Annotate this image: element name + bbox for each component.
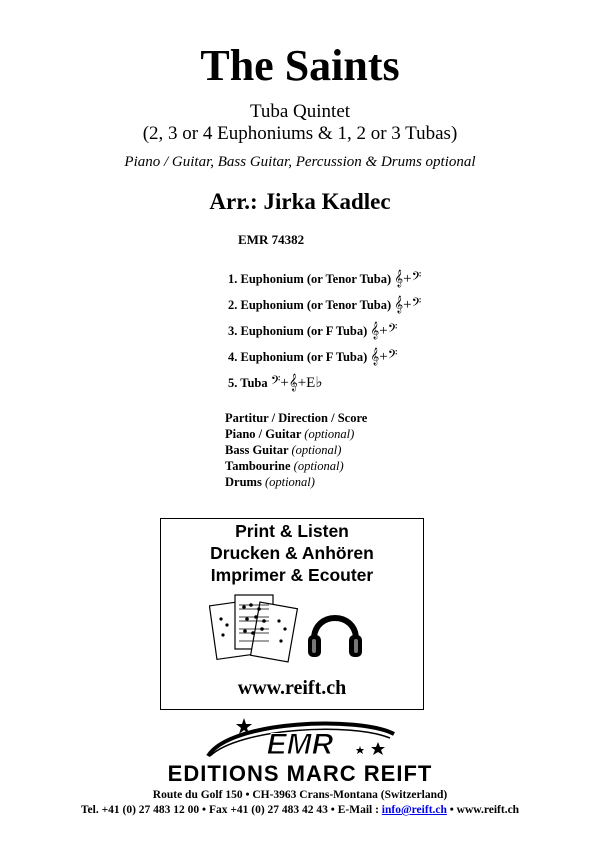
part-label: 5. Tuba: [228, 376, 268, 390]
part-label: 2. Euphonium (or Tenor Tuba): [228, 298, 392, 312]
extra-item: [225, 458, 344, 474]
extra-label: Tambourine: [225, 459, 291, 473]
extra-note: (optional): [304, 427, 355, 441]
instrumentation: (2, 3 or 4 Euphoniums & 1, 2 or 3 Tubas): [142, 123, 458, 144]
extra-label: Drums: [225, 475, 262, 489]
email-link[interactable]: info@reift.ch: [381, 804, 447, 816]
promo-line: Imprimer & Ecouter: [210, 565, 374, 585]
catalog-number: EMR 74382: [238, 232, 305, 247]
extra-note: (optional): [293, 459, 344, 473]
extra-item: [225, 410, 367, 426]
page-title: The Saints: [200, 41, 400, 90]
extra-item: [225, 442, 341, 458]
clef-icon: 𝄞+𝄢: [394, 271, 422, 287]
promo-line: Drucken & Anhören: [210, 543, 374, 563]
part-label: 1. Euphonium (or Tenor Tuba): [228, 272, 392, 286]
part-item: [228, 297, 421, 313]
headphones-icon: [306, 601, 364, 661]
part-item: [228, 349, 397, 365]
emr-logo: [200, 716, 400, 762]
sheet-music-icon: [209, 591, 299, 663]
part-item: [228, 271, 421, 287]
print-listen-box: [160, 518, 424, 710]
clef-icon: 𝄢+𝄞+E♭: [270, 375, 323, 391]
extra-label: Bass Guitar: [225, 443, 289, 457]
contact-website: • www.reift.ch: [446, 804, 520, 816]
extra-note: (optional): [264, 475, 315, 489]
part-label: 3. Euphonium (or F Tuba): [228, 324, 368, 338]
promo-url[interactable]: www.reift.ch: [237, 677, 347, 699]
extra-note: (optional): [291, 443, 342, 457]
promo-line: Print & Listen: [235, 521, 349, 541]
publisher-name: EDITIONS MARC REIFT: [167, 761, 433, 786]
part-item: [228, 323, 397, 339]
emr-logo-text: EMR: [266, 728, 334, 761]
part-label: 4. Euphonium (or F Tuba): [228, 350, 368, 364]
clef-icon: 𝄞+𝄢: [370, 349, 398, 365]
extra-label: Piano / Guitar: [225, 427, 302, 441]
clef-icon: 𝄞+𝄢: [370, 323, 398, 339]
publisher-address: Route du Golf 150 • CH-3963 Crans-Montana (Switzerland): [152, 789, 448, 801]
extra-item: [225, 426, 354, 442]
extra-item: [225, 474, 315, 490]
arranger: Arr.: Jirka Kadlec: [209, 189, 391, 214]
extra-label: Partitur / Direction / Score: [225, 411, 368, 425]
optional-instruments: Piano / Guitar, Bass Guitar, Percussion & Drums optional: [124, 154, 476, 170]
subtitle: Tuba Quintet: [249, 101, 351, 122]
clef-icon: 𝄞+𝄢: [394, 297, 422, 313]
part-item: [228, 375, 322, 391]
contact-phone-fax: Tel. +41 (0) 27 483 12 00 • Fax +41 (0) 27 483 42 43 • E-Mail :: [80, 804, 382, 816]
publisher-contact: [0, 804, 600, 816]
